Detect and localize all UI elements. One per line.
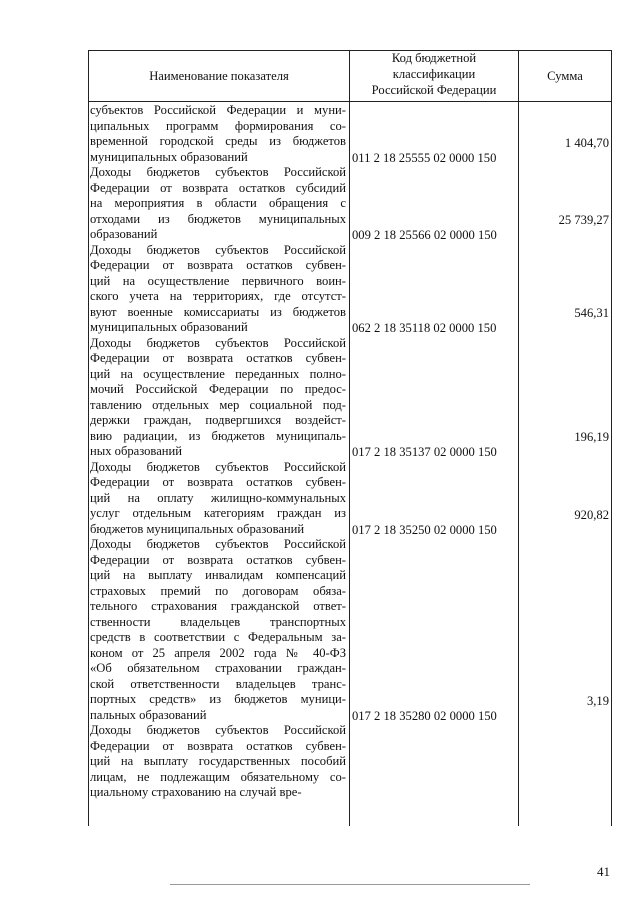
description-line: мочий Российской Федерации по предос- xyxy=(90,382,346,396)
description-line: ций на осуществление переданных полно- xyxy=(90,366,346,381)
description-line: на мероприятия в области обращения с xyxy=(90,196,346,210)
description-line: пальных образований xyxy=(90,707,207,722)
description-line: ственности владельцев транспортных xyxy=(90,614,346,629)
description-line: тавлению отдельных мер социальной под- xyxy=(90,397,346,412)
description-line: отходами из бюджетов муниципальных xyxy=(90,211,346,226)
description-line: Доходы бюджетов субъектов Российской xyxy=(90,335,346,350)
budget-code: 017 2 18 35137 02 0000 150 xyxy=(352,445,497,459)
budget-code: 017 2 18 35250 02 0000 150 xyxy=(352,522,497,537)
header-code-line: классификации xyxy=(392,67,476,81)
header-code xyxy=(351,50,517,98)
description-line: циальному страхованию на случай вре- xyxy=(90,785,302,799)
description-line: ций на оплату жилищно-коммунальных xyxy=(90,490,346,505)
description-line: субъектов Российской Федерации и муни- xyxy=(90,103,346,117)
description-line: коном от 25 апреля 2002 года № 40-ФЗ xyxy=(90,645,346,660)
row-description xyxy=(90,103,346,165)
description-line: страховых премий по договорам обяза- xyxy=(90,583,346,598)
description-line: держки граждан, подвергшихся воздейст- xyxy=(90,413,346,427)
row-description xyxy=(90,336,346,460)
description-line: лицам, не подлежащим обязательному со- xyxy=(90,769,346,784)
description-line: муниципальных образований xyxy=(90,320,248,334)
amount-value: 1 404,70 xyxy=(564,135,609,150)
description-line: Доходы бюджетов субъектов Российской xyxy=(90,723,346,737)
description-line: «Об обязательном страховании граждан- xyxy=(90,661,346,675)
description-line: средств в соответствии с Федеральным за- xyxy=(90,630,346,644)
description-line: вию радиации, из бюджетов муниципаль- xyxy=(90,428,346,443)
description-line: Федерации от возврата остатков субвен- xyxy=(90,738,346,753)
description-line: тельного страхования гражданской ответ- xyxy=(90,599,346,613)
description-line: портных средств» из бюджетов муници- xyxy=(90,692,346,706)
description-line: Федерации от возврата остатков субвен- xyxy=(90,552,346,567)
header-code-line: Код бюджетной xyxy=(391,51,477,65)
description-line: Доходы бюджетов субъектов Российской xyxy=(90,537,346,551)
description-line: Доходы бюджетов субъектов Российской xyxy=(90,459,346,474)
description-line: ципальных программ формирования со- xyxy=(90,118,346,133)
header-name: Наименование показателя xyxy=(149,69,289,83)
row-description xyxy=(90,165,346,243)
description-line: вуют военные комиссариаты из бюджетов xyxy=(90,304,346,319)
description-line: Доходы бюджетов субъектов Российской xyxy=(90,242,346,257)
column-divider-1 xyxy=(349,50,350,826)
amount-value: 25 739,27 xyxy=(558,213,609,227)
description-line: ций на выплату инвалидам компенсаций xyxy=(90,568,346,582)
description-line: Доходы бюджетов субъектов Российской xyxy=(90,165,346,179)
footer-rule xyxy=(170,884,530,885)
description-line: Федерации от возврата остатков субвен- xyxy=(90,475,346,489)
budget-code: 062 2 18 35118 02 0000 150 xyxy=(352,321,497,335)
table-top-border xyxy=(88,50,612,51)
description-line: Федерации от возврата остатков субвен- xyxy=(90,351,346,365)
table-left-border xyxy=(88,50,89,826)
description-line: Федерации от возврата остатков субсидий xyxy=(90,180,346,195)
amount-value: 196,19 xyxy=(574,430,609,444)
row-description xyxy=(90,537,346,723)
row-description xyxy=(90,723,346,801)
description-line: Федерации от возврата остатков субвен- xyxy=(90,258,346,272)
description-line: временной городской среды из бюджетов xyxy=(90,134,346,148)
header-code-line: Российской Федерации xyxy=(371,83,497,97)
row-description xyxy=(90,243,346,336)
amount-value: 920,82 xyxy=(574,507,609,522)
description-line: услуг отдельным категориям граждан из xyxy=(90,506,346,520)
budget-code: 009 2 18 25566 02 0000 150 xyxy=(352,228,497,242)
row-description xyxy=(90,460,346,538)
amount-value: 546,31 xyxy=(574,306,609,320)
description-line: ных образований xyxy=(90,444,183,458)
budget-code: 011 2 18 25555 02 0000 150 xyxy=(352,150,497,165)
description-line: муниципальных образований xyxy=(90,149,248,164)
amount-value: 3,19 xyxy=(586,693,609,708)
header-amount: Сумма xyxy=(547,69,583,83)
table-right-border xyxy=(611,50,612,826)
description-line: ций на выплату государственных пособий xyxy=(90,754,346,768)
description-line: ского учета на территориях, где отсутст- xyxy=(90,289,346,303)
description-line: бюджетов муниципальных образований xyxy=(90,521,305,536)
description-line: образований xyxy=(90,227,158,241)
description-line: ской ответственности владельцев транс- xyxy=(90,676,346,691)
page-number: 41 xyxy=(597,864,610,879)
budget-code: 017 2 18 35280 02 0000 150 xyxy=(352,708,497,723)
description-line: ций на осуществление первичного воин- xyxy=(90,273,346,288)
header-bottom-border xyxy=(88,101,612,102)
